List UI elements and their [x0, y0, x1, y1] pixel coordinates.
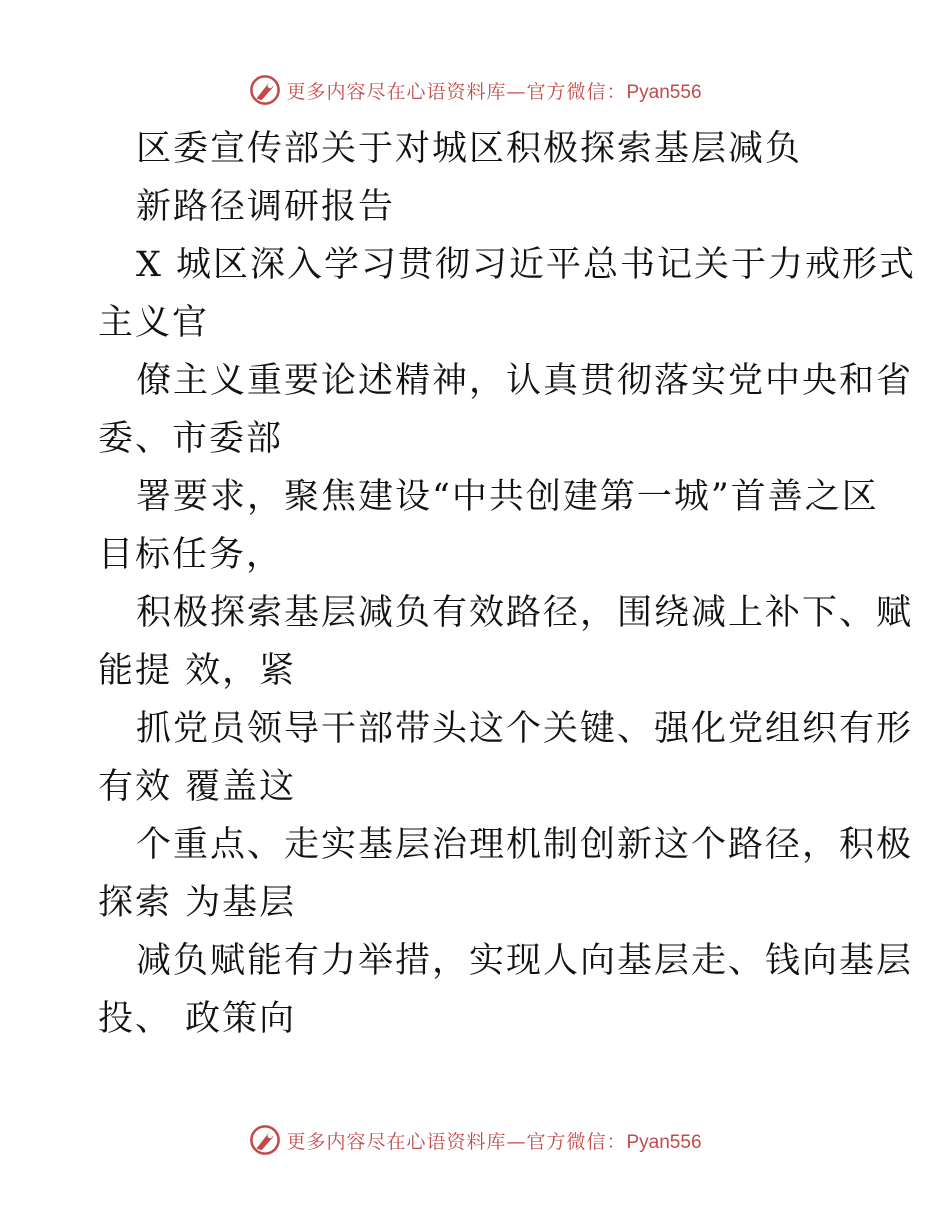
watermark-text: 更多内容尽在心语资料库—官方微信：Pyan556	[286, 1130, 702, 1153]
paragraph-line: 积极探索基层减负有效路径，围绕减上补下、赋	[136, 593, 914, 633]
footer-watermark	[0, 1120, 950, 1160]
header-watermark	[0, 70, 950, 110]
paragraph-line: 个重点、走实基层治理机制创新这个路径，积极	[136, 825, 914, 865]
title-line-2: 新路径调研报告	[136, 187, 396, 227]
paragraph-line: X 城区深入学习贯彻习近平总书记关于力戒形式	[136, 245, 917, 285]
paragraph-line: 僚主义重要论述精神，认真贯彻落实党中央和省	[136, 361, 914, 401]
paragraph-line: 署要求，聚焦建设“中共创建第一城”首善之区	[136, 477, 879, 517]
paragraph-line: 有效 覆盖这	[98, 767, 297, 807]
paragraph-line: 抓党员领导干部带头这个关键、强化党组织有形	[136, 709, 914, 749]
paragraph-line: 主义官	[98, 303, 210, 343]
document-body	[98, 120, 917, 1048]
title-line-1: 区委宣传部关于对城区积极探索基层减负	[136, 129, 803, 169]
paragraph-line: 委、市委部	[98, 419, 284, 459]
paragraph-line: 投、 政策向	[98, 999, 297, 1039]
pen-nib-circle-icon	[248, 73, 282, 107]
paragraph-line: 目标任务，	[98, 535, 284, 575]
paragraph-line: 能提 效，紧	[98, 651, 297, 691]
watermark-text: 更多内容尽在心语资料库—官方微信：Pyan556	[286, 80, 702, 103]
paragraph-line: 探索 为基层	[98, 883, 297, 923]
pen-nib-circle-icon	[248, 1123, 282, 1157]
paragraph-line: 减负赋能有力举措，实现人向基层走、钱向基层	[136, 941, 914, 981]
